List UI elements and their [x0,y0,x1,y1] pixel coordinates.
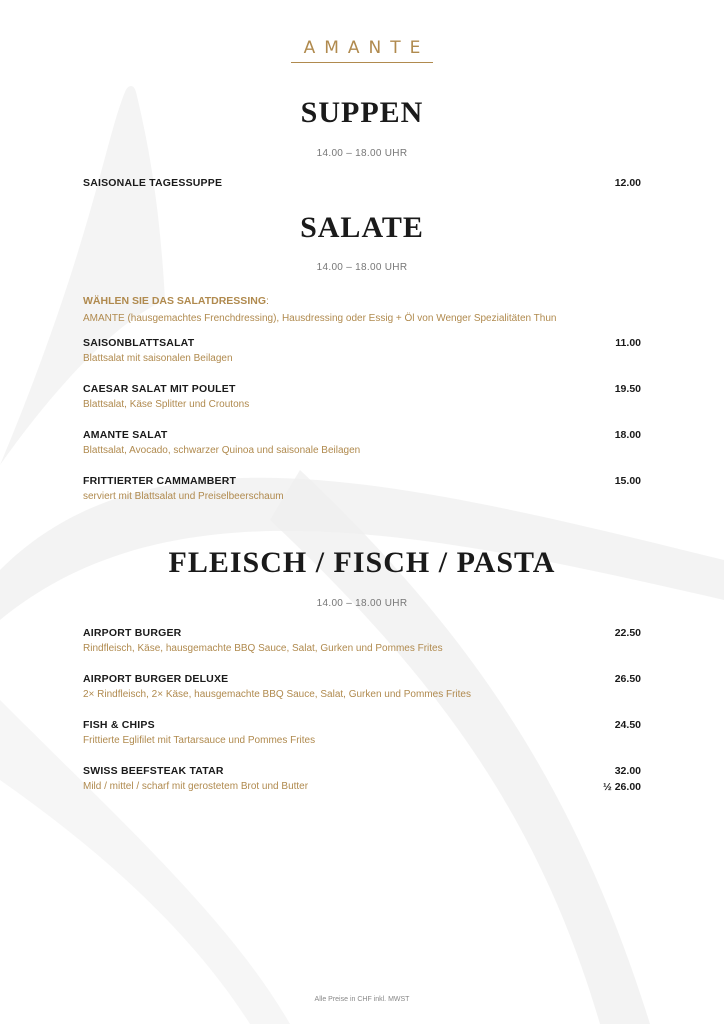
menu-item [83,673,641,700]
section-hours-suppen: 14.00 – 18.00 UHR [316,148,408,159]
menu-item [83,627,641,654]
dressing-colon: : [265,295,269,307]
item-name: AIRPORT BURGER DELUXE [83,673,229,685]
dressing-info [83,291,663,324]
item-price: 15.00 [614,475,641,487]
item-name: AMANTE SALAT [83,429,168,441]
section-title-salate: SALATE [300,211,424,244]
brand-logo-text: AMANTE [291,38,434,63]
menu-item [83,765,641,792]
item-description: Rindfleisch, Käse, hausgemachte BBQ Sauce, Salat, Gurken und Pommes Frites [83,643,443,654]
dressing-label: WÄHLEN SIE DAS SALATDRESSING [83,295,266,307]
menu-item [83,383,641,410]
section-title-fleisch-fisch-pasta: FLEISCH / FISCH / PASTA [168,546,556,579]
price-footnote: Alle Preise in CHF inkl. MWST [314,996,410,1003]
item-description: Blattsalat, Käse Splitter und Croutons [83,399,250,410]
item-name: SAISONBLATTSALAT [83,337,195,349]
item-description: Blattsalat, Avocado, schwarzer Quinoa und saisonale Beilagen [83,445,361,456]
section-title-suppen: SUPPEN [300,96,424,129]
item-price: 32.00 [614,765,641,777]
brand-header [0,38,724,63]
item-name: FISH & CHIPS [83,719,155,731]
menu-item [83,177,641,189]
item-name: FRITTIERTER CAMMAMBERT [83,475,237,487]
item-description: Frittierte Eglifilet mit Tartarsauce und Pommes Frites [83,735,316,746]
menu-item [83,429,641,456]
item-description: serviert mit Blattsalat und Preiselbeerschaum [83,491,284,502]
item-price: 24.50 [614,719,641,731]
section-hours-fleisch: 14.00 – 18.00 UHR [316,598,408,609]
item-description: Blattsalat mit saisonalen Beilagen [83,353,233,364]
item-name: AIRPORT BURGER [83,627,182,639]
item-description: 2× Rindfleisch, 2× Käse, hausgemachte BBQ Sauce, Salat, Gurken und Pommes Frites [83,689,471,700]
item-name: SWISS BEEFSTEAK TATAR [83,765,224,777]
section-hours-salate: 14.00 – 18.00 UHR [316,262,408,273]
item-price: 19.50 [614,383,641,395]
item-name: CAESAR SALAT MIT POULET [83,383,236,395]
item-price: 11.00 [615,337,641,349]
menu-item [83,475,641,502]
item-name: SAISONALE TAGESSUPPE [83,177,223,189]
menu-item [83,719,641,746]
item-price: 12.00 [614,177,641,189]
menu-item [83,337,641,364]
item-description: Mild / mittel / scharf mit gerostetem Brot und Butter [83,781,309,792]
item-price-half-portion: ½ 26.00 [603,781,641,793]
item-price: 22.50 [614,627,641,639]
dressing-options: AMANTE (hausgemachtes Frenchdressing), Hausdressing oder Essig + Öl von Wenger Spezialitäten Thun [83,313,557,324]
item-price: 26.50 [614,673,641,685]
item-price: 18.00 [614,429,641,441]
